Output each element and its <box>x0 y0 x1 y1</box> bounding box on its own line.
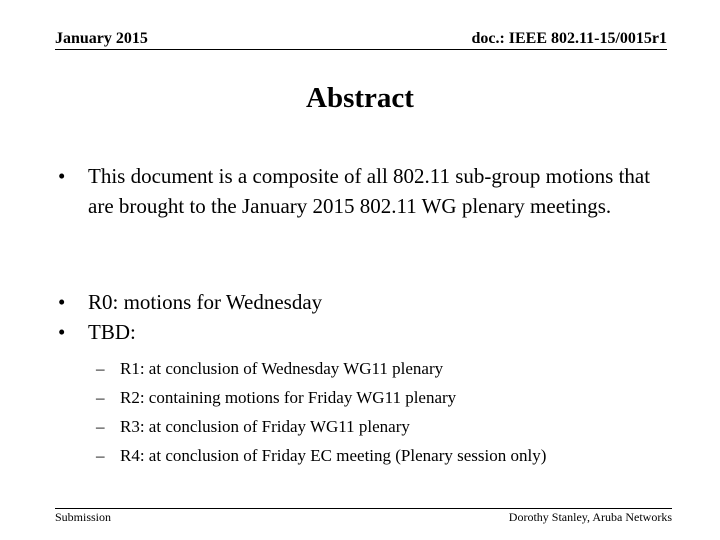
slide-title: Abstract <box>306 82 414 114</box>
dash-icon: – <box>96 359 105 378</box>
sub-bullet-item <box>96 386 676 410</box>
sub-bullet-text: R1: at conclusion of Wednesday WG11 plenary <box>120 359 444 378</box>
sub-bullet-text: R4: at conclusion of Friday EC meeting (Plenary session only) <box>120 446 547 465</box>
bullet-text: TBD: <box>88 320 136 344</box>
bullet-item <box>58 317 678 347</box>
bullet-icon: • <box>58 320 66 344</box>
dash-icon: – <box>96 446 105 465</box>
sub-bullet-item <box>96 415 676 439</box>
sub-bullet-text: R3: at conclusion of Friday WG11 plenary <box>120 417 410 436</box>
sub-bullet-text: R2: containing motions for Friday WG11 plenary <box>120 388 457 407</box>
bullet-text: This document is a composite of all 802.11 sub-group motions that are brought to the January 2015 802.11 WG plenary meetings. <box>88 164 651 218</box>
footer-submission: Submission <box>55 510 112 524</box>
header-divider <box>55 49 667 50</box>
bullet-text: R0: motions for Wednesday <box>88 290 323 314</box>
bullet-item <box>58 287 678 317</box>
dash-icon: – <box>96 388 105 407</box>
footer-author: Dorothy Stanley, Aruba Networks <box>508 510 672 524</box>
bullet-icon: • <box>58 290 66 314</box>
sub-bullet-item <box>96 357 676 381</box>
header-doc-id: doc.: IEEE 802.11-15/0015r1 <box>471 30 667 47</box>
header-date: January 2015 <box>55 30 148 47</box>
sub-bullet-item <box>96 444 676 468</box>
dash-icon: – <box>96 417 105 436</box>
bullet-item <box>58 161 678 221</box>
bullet-icon: • <box>58 164 66 188</box>
